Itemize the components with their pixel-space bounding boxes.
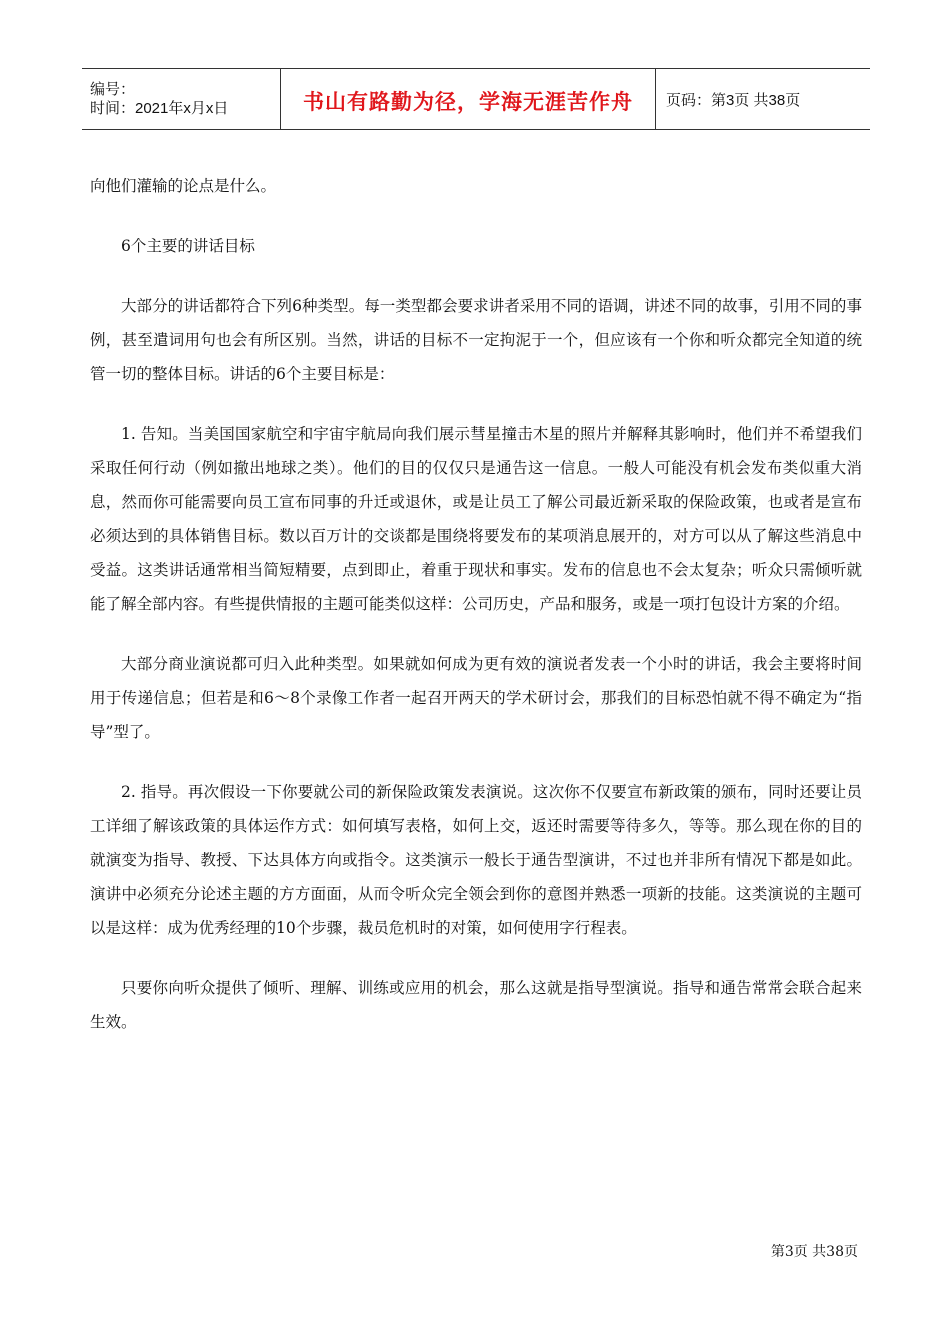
header-meta-cell: [82, 69, 281, 129]
section-heading: 6个主要的讲话目标: [121, 237, 255, 255]
header-page-number: 页码：第3页 共38页: [666, 91, 801, 109]
body-paragraph: 只要你向听众提供了倾听、理解、训练或应用的机会，那么这就是指导型演说。指导和通告常常会联合起来生效。: [90, 979, 862, 1031]
body-paragraph: 向他们灌输的论点是什么。: [90, 177, 277, 195]
page-header: [82, 68, 870, 130]
header-motto-cell: [281, 69, 656, 129]
body-paragraph: 2. 指导。再次假设一下你要就公司的新保险政策发表演说。这次你不仅要宣布新政策的颁布，同时还要让员工详细了解该政策的具体运作方式：如何填写表格，如何上交，返还时需要等待多久，等等。那么现在你的目的就演变为指导、教授、下达具体方向或指令。这类演示一般长于通告型演讲，不过也并非所有情况下都是如此。演讲中必须充分论述主题的方方面面，从而令听众完全领会到你的意图并熟悉一项新的技能。这类演说的主题可以是这样：成为优秀经理的10个步骤，裁员危机时的对策，如何使用字行程表。: [90, 783, 862, 937]
body-paragraph: 大部分的讲话都符合下列6种类型。每一类型都会要求讲者采用不同的语调，讲述不同的故事，引用不同的事例，甚至遣词用句也会有所区别。当然，讲话的目标不一定拘泥于一个，但应该有一个你和听众都完全知道的统管一切的整体目标。讲话的6个主要目标是：: [90, 297, 862, 383]
document-body: [90, 169, 862, 1065]
page-footer: 第3页 共38页: [770, 1244, 858, 1260]
document-number-label: 编号：: [90, 81, 136, 98]
document-time-label: 时间：2021年x月x日: [90, 100, 229, 117]
header-page-cell: [656, 69, 870, 129]
body-paragraph: 1. 告知。当美国国家航空和宇宙宇航局向我们展示彗星撞击木星的照片并解释其影响时，他们并不希望我们采取任何行动（例如撤出地球之类）。他们的目的仅仅只是通告这一信息。一般人可能没有机会发布类似重大消息，然而你可能需要向员工宣布同事的升迁或退休，或是让员工了解公司最近新采取的保险政策，也或者是宣布必须达到的具体销售目标。数以百万计的交谈都是围绕将要发布的某项消息展开的，对方可以从了解这些消息中受益。这类讲话通常相当简短精要，点到即止，着重于现状和事实。发布的信息也不会太复杂；听众只需倾听就能了解全部内容。有些提供情报的主题可能类似这样：公司历史，产品和服务，或是一项打包设计方案的介绍。: [90, 425, 862, 613]
body-paragraph: 大部分商业演说都可归入此种类型。如果就如何成为更有效的演说者发表一个小时的讲话，我会主要将时间用于传递信息；但若是和6～8个录像工作者一起召开两天的学术研讨会，那我们的目标恐怕就不得不确定为“指导”型了。: [90, 655, 862, 741]
header-motto: 书山有路勤为径，学海无涯苦作舟: [303, 90, 633, 114]
